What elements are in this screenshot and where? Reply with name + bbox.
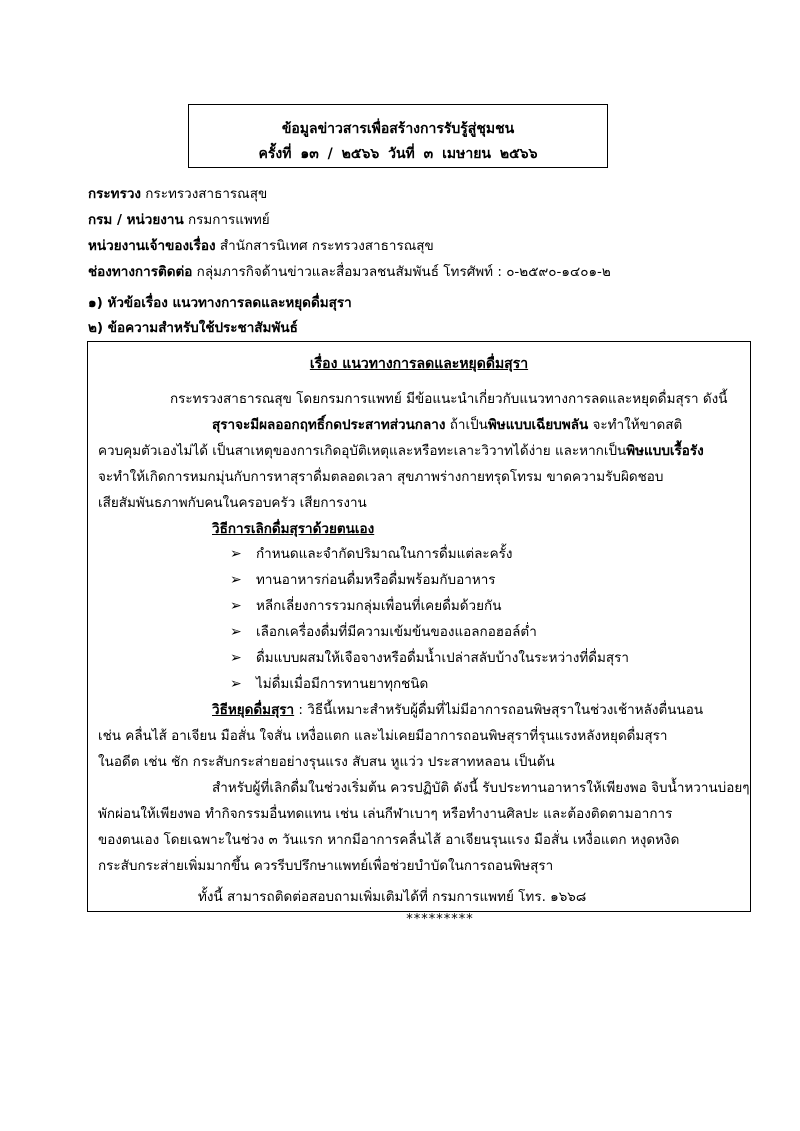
section-topic: ๑) หัวข้อเรื่อง แนวทางการลดและหยุดดื่มสุรา xyxy=(88,295,352,311)
cns-depressant-text: สุราจะมีผลออกฤทธิ์กดประสาทส่วนกลาง xyxy=(212,417,446,433)
arrow-bullet-icon: ➢ xyxy=(230,624,242,640)
acute-poisoning-text: พิษแบบเฉียบพลัน xyxy=(487,417,589,433)
stop-line-1 xyxy=(212,698,740,720)
meta-department xyxy=(88,208,270,230)
issue-line: ครั้งที่ ๑๓ / ๒๕๖๖ วันที่ ๓ เมษายน ๒๕๖๖ xyxy=(258,146,538,162)
arrow-bullet-icon: ➢ xyxy=(230,650,242,666)
paragraph-1-line-2 xyxy=(212,413,740,435)
list-item xyxy=(230,568,496,590)
story-title: เรื่อง แนวทางการลดและหยุดดื่มสุรา xyxy=(309,356,529,372)
quit-heading-text: วิธีการเลิกดื่มสุราด้วยตนเอง xyxy=(212,521,375,537)
p1-l3-start: ควบคุมตัวเองไม่ได้ เป็นสาเหตุของการเกิดอุบัติเหตุและหรือทะเลาะวิวาทได้ง่าย และหากเป็น xyxy=(98,443,627,459)
meta-ministry xyxy=(88,182,267,204)
arrow-bullet-icon: ➢ xyxy=(230,598,242,614)
arrow-bullet-icon: ➢ xyxy=(230,676,242,692)
closing-line: ทั้งนี้ สามารถติดต่อสอบถามเพิ่มเติมได้ที่ กรมการแพทย์ โทร. ๑๖๖๘ xyxy=(198,889,587,905)
list-item xyxy=(230,620,537,642)
list-item-text: เลือกเครื่องดื่มที่มีความเข้มข้นของแอลกอฮอล์ต่ำ xyxy=(256,624,537,640)
paragraph-1-line-3 xyxy=(98,439,740,461)
list-item-text: กำหนดและจำกัดปริมาณในการดื่มแต่ละครั้ง xyxy=(256,546,513,562)
paragraph-1-line-1: กระทรวงสาธารณสุข โดยกรมการแพทย์ มีข้อแนะนำเกี่ยวกับแนวทางการลดและหยุดดื่มสุรา ดังนี้ xyxy=(170,391,728,407)
list-item xyxy=(230,646,629,668)
meta-ministry-label: กระทรวง xyxy=(88,186,141,202)
paragraph-1-line-4: จะทำให้เกิดการหมกมุ่นกับการหาสุราดื่มตลอดเวลา สุขภาพร่างกายทรุดโทรม ขาดความรับผิดชอบ xyxy=(98,469,664,485)
list-item-text: ไม่ดื่มเมื่อมีการทานยาทุกชนิด xyxy=(256,676,429,692)
end-mark: ********* xyxy=(406,912,474,927)
meta-owner xyxy=(88,234,434,256)
arrow-bullet-icon: ➢ xyxy=(230,572,242,588)
stop-line-2: เช่น คลื่นไส้ อาเจียน มือสั่น ใจสั่น เหงื่อแตก และไม่เคยมีอาการถอนพิษสุราที่รุนแรงหลังหยุดดื่มสุรา xyxy=(98,728,668,744)
list-item xyxy=(230,594,501,616)
p1-l2-mid: ถ้าเป็น xyxy=(445,417,488,433)
meta-ministry-value: กระทรวงสาธารณสุข xyxy=(141,186,268,202)
paragraph-3-line-2: พักผ่อนให้เพียงพอ ทำกิจกรรมอื่นทดแทน เช่น เล่นกีฬาเบาๆ หรือทำงานศิลปะ และต้องติดตามอาการ xyxy=(98,806,673,822)
paragraph-3-line-3: ของตนเอง โดยเฉพาะในช่วง ๓ วันแรก หากมีอาการคลื่นไส้ อาเจียนรุนแรง มือสั่น เหงื่อแตก หงุดหงิด xyxy=(98,832,680,848)
stop-line-1-text: : วิธีนี้เหมาะสำหรับผู้ดื่มที่ไม่มีอาการถอนพิษสุราในช่วงเช้าหลังตื่นนอน xyxy=(294,702,704,718)
meta-department-label: กรม / หน่วยงาน xyxy=(88,212,184,228)
stop-heading: วิธีหยุดดื่มสุรา xyxy=(212,702,295,718)
meta-owner-label: หน่วยงานเจ้าของเรื่อง xyxy=(88,238,216,254)
p1-l2-end: จะทำให้ขาดสติ xyxy=(588,417,683,433)
chronic-poisoning-text: พิษแบบเรื้อรัง xyxy=(626,443,704,459)
list-item-text: ดื่มแบบผสมให้เจือจางหรือดื่มน้ำเปล่าสลับบ้างในระหว่างที่ดื่มสุรา xyxy=(256,650,629,666)
press-release-box xyxy=(87,341,751,912)
paragraph-1-line-5: เสียสัมพันธภาพกับคนในครอบครัว เสียการงาน xyxy=(98,495,367,511)
meta-contact xyxy=(88,260,611,282)
meta-department-value: กรมการแพทย์ xyxy=(183,212,270,228)
arrow-bullet-icon: ➢ xyxy=(230,546,242,562)
list-item-text: หลีกเลี่ยงการรวมกลุ่มเพื่อนที่เคยดื่มด้วยกัน xyxy=(256,598,502,614)
list-item xyxy=(230,542,513,564)
quit-heading xyxy=(212,517,740,539)
meta-contact-label: ช่องทางการติดต่อ xyxy=(88,264,193,280)
paragraph-3-line-1: สำหรับผู้ที่เลิกดื่มในช่วงเริ่มต้น ควรปฏิบัติ ดังนี้ รับประทานอาหารให้เพียงพอ จิบน้ำหวานบ่อยๆ xyxy=(212,780,750,796)
section-message: ๒) ข้อความสำหรับใช้ประชาสัมพันธ์ xyxy=(88,320,298,336)
list-item-text: ทานอาหารก่อนดื่มหรือดื่มพร้อมกับอาหาร xyxy=(256,572,496,588)
meta-contact-value: กลุ่มภารกิจด้านข่าวและสื่อมวลชนสัมพันธ์ โทรศัพท์ : ๐-๒๕๙๐-๑๔๐๑-๒ xyxy=(192,264,611,280)
stop-line-3: ในอดีต เช่น ชัก กระสับกระส่ายอย่างรุนแรง สับสน หูแว่ว ประสาทหลอน เป็นต้น xyxy=(98,754,555,770)
list-item xyxy=(230,672,428,694)
meta-owner-value: สำนักสารนิเทศ กระทรวงสาธารณสุข xyxy=(215,238,434,254)
header-box xyxy=(188,104,608,168)
paragraph-3-line-4: กระสับกระส่ายเพิ่มมากขึ้น ควรรีบปรึกษาแพทย์เพื่อช่วยบำบัดในการถอนพิษสุรา xyxy=(98,858,554,874)
document-title: ข้อมูลข่าวสารเพื่อสร้างการรับรู้สู่ชุมชน xyxy=(281,121,515,137)
